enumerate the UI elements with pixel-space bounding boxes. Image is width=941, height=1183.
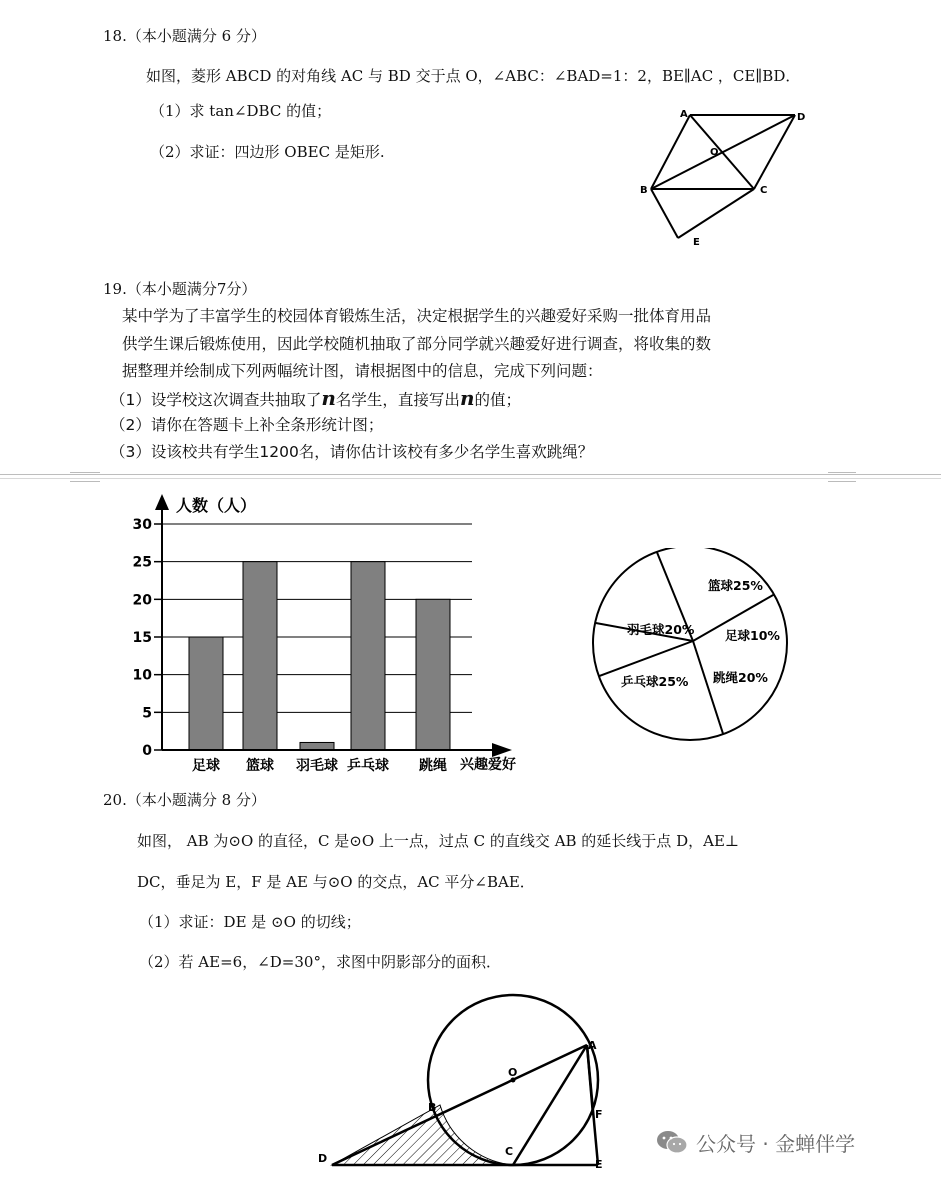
wechat-icon (655, 1129, 689, 1155)
q18-label-e: E (693, 237, 700, 248)
q19-line3: 据整理并绘制成下列两幅统计图，请根据图中的信息，完成下列问题： (122, 362, 603, 380)
q18-label-a: A (680, 109, 688, 120)
pie-chart (585, 548, 795, 748)
q18-label-b: B (640, 185, 648, 196)
q20-label-a: A (588, 1039, 597, 1052)
q20-circle-figure (310, 990, 620, 1180)
q19-header: 19.（本小题满分7分） (103, 280, 257, 298)
bar-y-tick-label: 0 (142, 743, 152, 759)
page-break-line (0, 474, 941, 475)
q20-part2: （2）若 AE=6，∠D=30°，求图中阴影部分的面积． (139, 953, 501, 971)
bar-x-axis-arrow (492, 743, 512, 757)
bar-4 (416, 599, 450, 750)
q18-label-o: O (710, 147, 719, 158)
pie-slice-label: 羽毛球20% (627, 622, 695, 637)
q18-rhombus-figure (630, 100, 820, 250)
bar-y-tick-label: 30 (132, 517, 152, 533)
pie-slice-divider (693, 641, 723, 734)
bar-y-axis-label: 人数（人） (176, 496, 257, 515)
q19-part1-b: 名学生，直接写出 (335, 391, 460, 409)
q20-stem2: DC，垂足为 E，F 是 AE 与⊙O 的交点，AC 平分∠BAE． (137, 873, 535, 891)
pie-slice-label: 足球10% (725, 628, 780, 643)
bar-y-axis-arrow (155, 494, 169, 510)
q20-shaded-region (332, 1105, 513, 1165)
q20-label-e: E (595, 1158, 603, 1171)
q20-label-o: O (508, 1066, 518, 1079)
q19-var-n: n (321, 386, 336, 410)
watermark-text: 公众号 · 金蝉伴学 (696, 1132, 856, 1156)
bar-y-tick-label: 15 (132, 630, 152, 646)
bar-3 (351, 562, 385, 750)
pie-outline (593, 548, 787, 740)
page-break-mark-right (828, 472, 856, 473)
bar-category-label: 足球 (192, 758, 220, 774)
q18-label-c: C (760, 185, 768, 196)
q19-part3: （3）设该校共有学生1200名，请你估计该校有多少名学生喜欢跳绳？ (110, 443, 594, 461)
bar-category-label: 篮球 (246, 758, 274, 774)
pie-slice-label: 篮球25% (708, 578, 763, 593)
q19-part2: （2）请你在答题卡上补全条形统计图； (110, 416, 384, 434)
q19-line2: 供学生课后锻炼使用，因此学校随机抽取了部分同学就兴趣爱好进行调查，将收集的数 (122, 335, 712, 353)
pie-slice-label: 跳绳20% (713, 670, 768, 685)
bar-y-tick-label: 20 (132, 592, 152, 609)
bar-category-label: 乒乓球 (347, 758, 389, 774)
bar-y-tick-label: 10 (132, 667, 152, 684)
q19-part1 (110, 386, 521, 410)
q18-label-d: D (797, 112, 806, 123)
q18-part1: （1）求 tan∠DBC 的值； (150, 102, 332, 120)
q19-line1: 某中学为了丰富学生的校园体育锻炼生活，决定根据学生的兴趣爱好采购一批体育用品 (122, 307, 712, 325)
q18-stem: 如图，菱形 ABCD 的对角线 AC 与 BD 交于点 O，∠ABC：∠BAD=1：2，BE∥AC ，CE∥BD． (146, 67, 801, 85)
page-break-line-2 (0, 478, 941, 479)
bar-y-tick-label: 5 (142, 705, 152, 722)
bar-chart (120, 488, 540, 778)
bar-0 (189, 637, 223, 750)
q20-part1: （1）求证：DE 是 ⊙O 的切线； (139, 913, 361, 931)
bar-y-tick-label: 25 (132, 554, 152, 571)
bar-category-label: 跳绳 (419, 758, 447, 774)
q19-part1-c: 的值； (474, 391, 521, 409)
q19-part1-a: （1）设学校这次调查共抽取了 (110, 391, 322, 409)
q20-label-f: F (595, 1108, 603, 1121)
pie-slice-label: 乒乓球25% (621, 674, 689, 689)
bar-2 (300, 742, 334, 750)
bar-1 (243, 562, 277, 750)
bar-category-label: 羽毛球 (296, 758, 338, 774)
q20-header: 20.（本小题满分 8 分） (103, 791, 266, 809)
q20-label-c: C (505, 1145, 514, 1158)
q18-part2: （2）求证：四边形 OBEC 是矩形. (150, 143, 385, 161)
q20-stem1: 如图， AB 为⊙O 的直径，C 是⊙O 上一点，过点 C 的直线交 AB 的延长线于点 D，AE⊥ (137, 832, 739, 850)
page-break-mark-left-2 (70, 481, 100, 482)
page-break-mark-left (70, 472, 100, 473)
q20-label-d: D (318, 1152, 328, 1165)
q18-header: 18.（本小题满分 6 分） (103, 27, 266, 45)
page-break-mark-right-2 (828, 481, 856, 482)
q19-var-n2: n (459, 386, 475, 410)
pie-slice-divider (599, 641, 693, 676)
q20-label-b: B (428, 1101, 437, 1114)
bar-x-axis-label: 兴趣爱好 (460, 757, 516, 773)
